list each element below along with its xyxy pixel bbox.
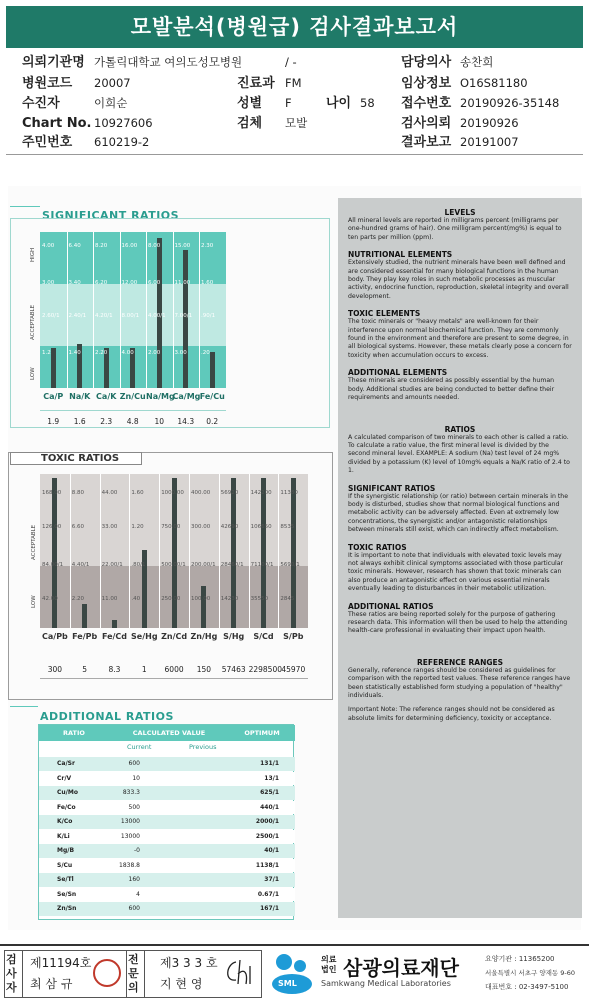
category-label: Zn/Hg [190, 632, 218, 641]
significant-ratios-text: If the synergistic relationship (or ratio) between certain minerals in the body is disturbed, studies show that normal biological functions and metabolic activity can be adversely affected. Even at extremely low concentrations, the synergistic and/or antagonistic relationships between minerals still exist, which can indirectly affect metabolism. [348, 492, 569, 534]
additional-optimum-value: 167/1 [260, 905, 279, 912]
ratio-value: 4.8 [126, 417, 139, 426]
ratio-bar [112, 620, 117, 628]
additional-ratio-name: K/Li [57, 832, 70, 840]
receipt-value: 20190926-35148 [460, 96, 560, 110]
footer-sep-1 [22, 950, 23, 998]
rrn-value: 610219-2 [94, 135, 150, 149]
tick-label: 1.60 [131, 490, 144, 496]
tick-label: 1.20 [131, 524, 144, 530]
tick-label: 44.00 [101, 490, 118, 496]
hospital-code-label: 병원코드 [22, 76, 73, 91]
specialist-id: 제3 3 3 호 [160, 956, 218, 970]
tick-label: 2.20 [95, 350, 108, 356]
ratio-bar [51, 348, 56, 388]
dept-value: FM [285, 76, 302, 90]
signature-icon [222, 956, 256, 988]
toxic-values-rule [40, 678, 308, 679]
additional-optimum-value: 2000/1 [255, 818, 279, 825]
org-name: 삼광의료재단 [343, 956, 459, 980]
column-divider [70, 474, 71, 628]
dept-label: 진료과 [237, 76, 275, 91]
ratio-value: 2.3 [100, 417, 113, 426]
column-divider [146, 232, 147, 388]
additional-ratios-heading: ADDITIONAL RATIOS [348, 601, 434, 611]
ratio-bar [291, 478, 296, 628]
specimen-label: 검체 [237, 116, 263, 131]
clinical-label: 임상정보 [401, 76, 452, 91]
header-divider [6, 154, 583, 155]
additional-current-value: 13000 [120, 832, 140, 840]
toxic-title: TOXIC RATIOS [10, 452, 142, 465]
tick-label: 126.00 [42, 524, 62, 530]
ratio-value: 45970 [281, 665, 306, 674]
ratio-bar [52, 478, 57, 628]
ratio-value: 0.2 [206, 417, 219, 426]
examinee-label: 수진자 [22, 96, 60, 111]
additional-ratio-name: Se/Sn [57, 890, 77, 898]
explanation-panel [338, 198, 582, 918]
additional-header-previous: Previous [189, 743, 217, 751]
tick-label: 11.00 [174, 280, 191, 286]
reference-text: Generally, reference ranges should be considered as guidelines for comparison with the reported test values. These reference ranges have been statistically established form studying a population of "healthy" individuals. [348, 666, 571, 700]
specimen-value: 모발 [285, 116, 308, 130]
category-label: Ca/K [96, 392, 117, 401]
significant-zone-low: LOW [30, 367, 36, 380]
additional-optimum-value: 625/1 [260, 789, 279, 796]
significant-values-rule [40, 410, 226, 411]
additional-optimum-value: 40/1 [264, 847, 279, 854]
additional-ratio-name: Zn/Sn [57, 905, 77, 912]
org-phone: 대표번호 : 02-3497-5100 [485, 983, 569, 991]
tick-label: 8.80 [71, 490, 85, 496]
age-label: 나이 [326, 96, 352, 111]
additional-current-value: -0 [134, 847, 140, 854]
ratio-value: 57463 [221, 665, 246, 674]
tick-label: 15.00 [174, 243, 191, 249]
additional-optimum-value: 37/1 [264, 876, 279, 883]
tick-label: 6.20 [95, 280, 108, 286]
tick-label: 1.60 [201, 280, 214, 286]
report-label: 결과보고 [401, 135, 452, 150]
rrn-label: 주민번호 [22, 135, 73, 150]
page-title: 모발분석(병원급) 검사결과보고서 [6, 6, 583, 48]
toxic-zone-low: LOW [31, 595, 37, 608]
levels-heading: LEVELS [444, 208, 476, 217]
additional-rows [39, 757, 295, 919]
examinee-value: 이희순 [94, 96, 128, 110]
chart-label: Chart No. [22, 116, 92, 131]
tick-label: 8.00/1 [121, 313, 140, 319]
tick-label: 11380 [280, 490, 298, 496]
toxic-elements-text: The toxic minerals or "heavy metals" are well-known for their interference upon normal biochemical function. They are commonly found in the environment and therefore are present to some degree, in all biological systems. However, these metals clearly pose a concern for toxicity when accumulation occurs to excess. [348, 318, 572, 359]
column-divider [199, 232, 200, 388]
org-type: 의료법인 [321, 955, 337, 974]
additional-current-value: 600 [128, 760, 140, 767]
additional-optimum-value: 2500/1 [255, 832, 279, 840]
toxic-zone-acceptable: ACCEPTABLE [31, 524, 37, 560]
ratios-heading: RATIOS [444, 424, 476, 434]
column-divider [159, 474, 160, 628]
ratio-value: 1.9 [47, 417, 60, 426]
tick-label: 4.00 [121, 350, 134, 356]
tick-label: 3.40 [68, 280, 81, 286]
specialist-tag: 전문의 [128, 953, 139, 994]
ratio-value: 14.3 [177, 417, 195, 426]
tick-label: 5690/1 [280, 562, 300, 568]
footer-sep-2 [126, 950, 127, 998]
tick-label: .80/1 [131, 562, 146, 568]
additional-ratio-name: Fe/Co [57, 803, 76, 811]
significant-ratios-heading: SIGNIFICANT RATIOS [348, 483, 436, 493]
tick-label: 2845 [280, 596, 295, 602]
additional-elements-text: These minerals are considered as possibly essential by the human body. Additional studies are being conducted to better define their requirements and amounts needed. [348, 377, 555, 402]
ratio-bar [183, 250, 188, 388]
additional-optimum-value: 131/1 [260, 760, 279, 767]
column-divider [189, 474, 190, 628]
tick-label: 14230 [220, 596, 239, 602]
tick-label: 84.00/1 [42, 562, 64, 568]
tick-label: 1000.00 [161, 490, 184, 496]
tick-label: 12.00 [121, 280, 138, 286]
report-value: 20191007 [460, 135, 519, 149]
important-note: Important Note: The reference ranges should not be considered as absolute limits for determining deficiency, toxicity or acceptance. [348, 706, 555, 722]
additional-row [39, 757, 295, 771]
additional-rule [10, 706, 38, 707]
tick-label: 1.2 [42, 350, 51, 356]
ratio-value: 1 [141, 665, 147, 674]
chart-value: 10927606 [94, 116, 153, 130]
additional-row [39, 815, 295, 829]
tick-label: 1.40 [68, 350, 81, 356]
tick-label: 33.00 [101, 524, 118, 530]
significant-title: SIGNIFICANT RATIOS [42, 209, 180, 222]
tick-label: 3.00 [42, 280, 55, 286]
ratio-value: 5 [82, 665, 88, 674]
tick-label: 8.00 [148, 243, 161, 249]
org-value: 가톨릭대학교 여의도성모병원 [94, 55, 243, 69]
logo-text: SML [278, 979, 297, 988]
ratio-value: 8.3 [108, 665, 121, 674]
category-label: Ca/Pb [42, 632, 68, 641]
additional-row [39, 830, 295, 844]
additional-optimum-value: 0.67/1 [257, 890, 279, 898]
receipt-label: 접수번호 [401, 96, 452, 111]
additional-current-value: 600 [128, 905, 140, 912]
additional-row [39, 873, 295, 887]
request-label: 검사의뢰 [401, 116, 452, 131]
tick-label: 22.00/1 [101, 562, 123, 568]
additional-ratio-name: S/Cu [57, 861, 73, 869]
tick-label: 300.00 [191, 524, 211, 530]
column-divider [278, 474, 279, 628]
tick-label: 200.00/1 [191, 562, 216, 568]
tick-label: .40 [131, 596, 141, 602]
additional-ratio-name: Cr/V [57, 774, 72, 782]
sex-value: F [285, 96, 292, 110]
footer-sep-3 [144, 950, 145, 998]
additional-row [39, 801, 295, 815]
tick-label: 4.20/1 [95, 313, 113, 319]
ratio-value: 300 [47, 665, 63, 674]
tick-label: 56920 [220, 490, 239, 496]
additional-current-value: 1838.8 [119, 861, 140, 869]
category-label: S/Hg [223, 632, 245, 641]
tick-label: 2.40/1 [68, 313, 87, 319]
additional-optimum-value: 1138/1 [255, 861, 279, 869]
ratio-value: 6000 [164, 665, 184, 674]
additional-row [39, 844, 295, 858]
tester-name: 최 삼 규 [30, 977, 73, 991]
additional-ratio-name: Ca/Sr [57, 760, 75, 767]
category-label: Ca/P [43, 392, 64, 401]
sml-logo [270, 952, 320, 996]
request-value: 20190926 [460, 116, 519, 130]
additional-row [39, 772, 295, 786]
column-divider [249, 474, 250, 628]
tick-label: .20 [201, 350, 210, 356]
tick-label: 400.00 [191, 490, 211, 496]
tick-label: 4.00 [42, 243, 55, 249]
ratio-value: 2298500 [248, 665, 282, 674]
specialist-name: 지 현 영 [160, 977, 203, 991]
additional-current-value: 10 [132, 774, 140, 782]
tick-label: 500.00/1 [161, 562, 186, 568]
tick-label: 4.40/1 [71, 562, 90, 568]
ratio-bar [210, 352, 215, 388]
tick-label: 2.60/1 [42, 313, 60, 319]
org-english-name: Samkwang Medical Laboratories [321, 979, 451, 988]
tick-label: 168.00 [42, 490, 62, 496]
additional-current-value: 500 [128, 803, 140, 811]
sex-label: 성별 [237, 96, 263, 111]
significant-rule [10, 206, 40, 207]
additional-header-current: Current [127, 743, 152, 751]
significant-zone-high: HIGH [30, 247, 36, 262]
additional-header-ratio: RATIO [39, 725, 109, 741]
clinical-value: O16S81180 [460, 76, 528, 90]
category-label: Na/K [69, 392, 91, 401]
levels-text: All mineral levels are reported in milligrams percent (milligrams per one-hundred grams of hair). One milligram percent(mg%) is equal to ten parts per million (ppm). [348, 217, 562, 241]
column-divider [100, 474, 101, 628]
doctor-value: 송찬희 [460, 55, 494, 69]
tick-label: 7.00/1 [174, 313, 193, 319]
tick-label: 6.60 [71, 524, 85, 530]
additional-row [39, 859, 295, 873]
category-label: S/Pb [283, 632, 304, 641]
footer [0, 944, 589, 1000]
tester-id: 제11194호 [30, 956, 92, 970]
category-label: Ca/Mg [172, 392, 201, 401]
category-label: Zn/Cd [161, 632, 188, 641]
additional-row [39, 902, 295, 916]
ratio-value: 1.6 [73, 417, 86, 426]
nutritional-heading: NUTRITIONAL ELEMENTS [348, 250, 453, 260]
tick-label: 28460/1 [220, 562, 244, 568]
column-divider [173, 232, 174, 388]
tick-label: .90/1 [201, 313, 216, 319]
column-divider [129, 474, 130, 628]
ratio-bar [231, 478, 236, 628]
tick-label: 2.30 [201, 243, 214, 249]
additional-current-value: 160 [128, 876, 140, 883]
tick-label: 2.20 [71, 596, 85, 602]
column-divider [120, 232, 121, 388]
tick-label: 8.20 [95, 243, 108, 249]
tick-label: 42.00 [42, 596, 58, 602]
ratio-bar [82, 604, 87, 628]
tick-label: 4.00/1 [148, 313, 166, 319]
column-divider [93, 232, 94, 388]
additional-elements-heading: ADDITIONAL ELEMENTS [348, 368, 448, 378]
toxic-ratios-text: It is important to note that individuals with elevated toxic levels may not always exhibit clinical symptoms associated with those particular toxic minerals. However, research has shown that toxic minerals can also produce an antagonistic effect on various essential minerals eventually leading to disturbances in their metabolic utilization. [348, 551, 564, 593]
additional-row [39, 786, 295, 800]
doctor-label: 담당의사 [401, 55, 452, 70]
additional-optimum-value: 13/1 [264, 774, 279, 782]
tick-label: 750.00 [161, 524, 181, 530]
ratio-value: 10 [154, 417, 165, 426]
tick-label: 16.00 [121, 243, 138, 249]
tick-label: 8535 [280, 524, 295, 530]
category-label: S/Cd [253, 632, 274, 641]
nutritional-text: Extensively studied, the nutrient minerals have been well defined and are considered essential for many biological functions in the human body. They play key roles in such metabolic processes as muscular activity, endocrine function, reproduction, skeletal integrity and overall development. [348, 259, 569, 300]
hospital-code-value: 20007 [94, 76, 131, 90]
toxic-ratios-heading: TOXIC RATIOS [348, 542, 407, 552]
org-code: 요양기관 : 11365200 [485, 955, 555, 963]
org-suffix: / - [285, 55, 297, 69]
tick-label: 6.00 [148, 280, 161, 286]
additional-ratios-text: These ratios are being reported solely for the purpose of gathering research data. This information will then be used to help the attending health-care professional in evaluating their impact upon health. [348, 610, 568, 635]
reference-heading: REFERENCE RANGES [416, 657, 504, 667]
additional-header-optimum: OPTIMUM [229, 725, 295, 741]
additional-ratio-name: Cu/Mo [57, 789, 78, 796]
toxic-elements-heading: TOXIC ELEMENTS [348, 309, 421, 319]
category-label: Fe/Pb [72, 632, 98, 641]
ratio-bar [201, 586, 206, 628]
additional-ratio-name: Mg/B [57, 847, 75, 854]
additional-row [39, 888, 295, 902]
category-label: Fe/Cu [199, 392, 225, 401]
age-value: 58 [360, 96, 375, 110]
tick-label: 250.00 [161, 596, 181, 602]
significant-zone-acceptable: ACCEPTABLE [30, 304, 36, 340]
category-label: Na/Mg [146, 392, 175, 401]
additional-current-value: 833.3 [122, 789, 140, 796]
column-divider [219, 474, 220, 628]
tick-label: 71100/1 [250, 562, 274, 568]
tick-label: 100.00 [191, 596, 211, 602]
tester-seal-icon [93, 959, 121, 987]
additional-title: ADDITIONAL RATIOS [40, 710, 174, 723]
tick-label: 2.00 [148, 350, 161, 356]
column-divider [67, 232, 68, 388]
tester-tag: 검사자 [6, 953, 17, 994]
org-address: 서울특별시 서초구 양재동 9-60 [485, 969, 576, 977]
ratio-value: 150 [196, 665, 212, 674]
tick-label: 35550 [250, 596, 269, 602]
tick-label: 11.00 [101, 596, 118, 602]
tick-label: 6.40 [68, 243, 81, 249]
additional-optimum-value: 440/1 [260, 803, 279, 811]
category-label: Zn/Cu [119, 392, 146, 401]
additional-table [38, 724, 294, 920]
ratio-bar [261, 478, 266, 628]
tick-label: 3.00 [174, 350, 187, 356]
tick-label: 106650 [250, 524, 272, 530]
category-label: Se/Hg [131, 632, 158, 641]
additional-ratio-name: K/Co [57, 818, 73, 825]
sml-logo-icon [270, 952, 320, 996]
org-label: 의뢰기관명 [22, 55, 85, 70]
additional-current-value: 13000 [120, 818, 140, 825]
tick-label: 142200 [250, 490, 272, 496]
additional-header-calc: CALCULATED VALUE [109, 725, 229, 741]
category-label: Fe/Cd [101, 632, 128, 641]
ratios-text: A calculated comparison of two minerals to each other is called a ratio. To calculate a ratio value, the first mineral level is divided by the second mineral level. EXAMPLE: A sodium (Na) test level of 24 mg% divided by a potassium (K) level of 10mg% equals a Na/K ratio of 2.4 to 1. [348, 433, 570, 475]
additional-current-value: 4 [136, 890, 140, 898]
tick-label: 42690 [220, 524, 239, 530]
additional-ratio-name: Se/Tl [57, 876, 74, 883]
ratio-bar [172, 478, 177, 628]
